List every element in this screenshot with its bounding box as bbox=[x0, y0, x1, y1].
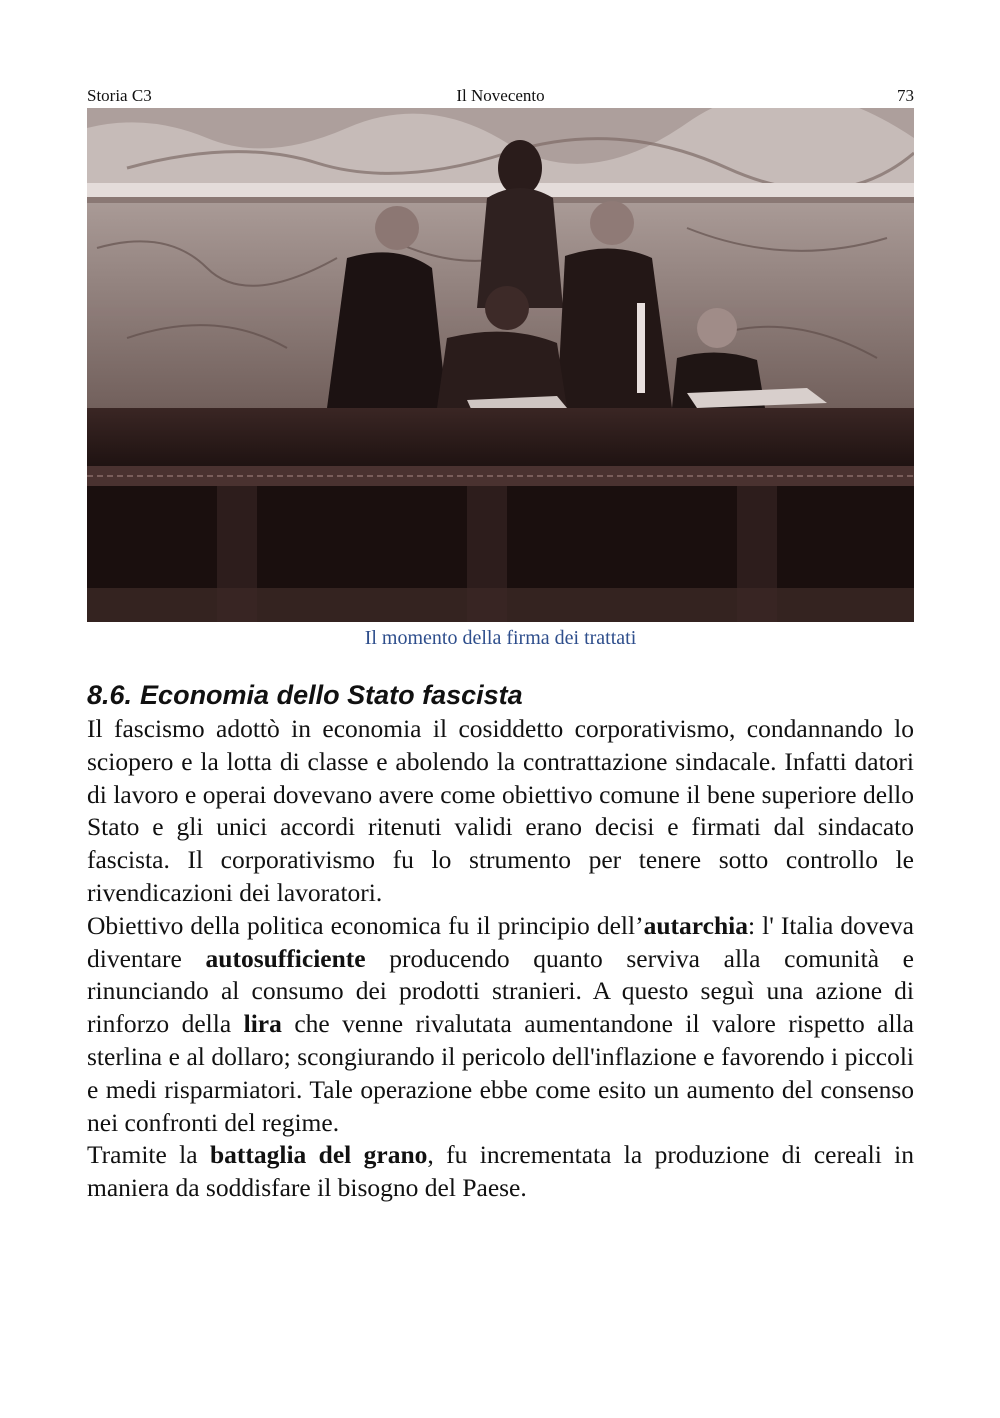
paragraph-corporativismo bbox=[87, 713, 914, 910]
page-header bbox=[87, 84, 914, 108]
header-chapter-title: Il Novecento bbox=[456, 86, 545, 105]
paragraph-battaglia-del-grano bbox=[87, 1139, 914, 1205]
figure-caption: Il momento della firma dei trattati bbox=[364, 627, 637, 649]
key-term-autarchia: autarchia bbox=[643, 910, 748, 940]
header-page-number: 73 bbox=[897, 86, 914, 105]
paragraph-text: Il fascismo adottò in economia il cosiddetto corporativismo, condannando lo sciopero e la lotta di classe e abolendo la contrattazione sindacale. Infatti datori di lavoro e operai dovevano avere come obiettivo comune il bene superiore dello Stato e gli unici accordi ritenuti validi erano decisi e firmati dal sindacato fascista. Il corporativismo fu lo strumento per tenere sotto controllo le rivendicazioni dei lavoratori. bbox=[87, 714, 914, 907]
section-title: Economia dello Stato fascista bbox=[140, 680, 523, 710]
paragraph-text: Tramite la bbox=[87, 1140, 210, 1170]
historical-photo bbox=[87, 108, 914, 622]
section-number: 8.6. bbox=[87, 680, 133, 710]
signing-photo-illustration bbox=[87, 108, 914, 622]
paragraph-text: : l' Italia doveva diventare bbox=[87, 910, 914, 973]
key-term-battaglia-del-grano: battaglia del grano bbox=[209, 1140, 428, 1170]
section-heading bbox=[87, 677, 914, 713]
paragraph-text: , fu incrementata la produzione di cereali in maniera da soddisfare il bisogno del Paese. bbox=[87, 1140, 915, 1203]
paragraph-autarchia bbox=[87, 910, 914, 1140]
paragraph-text: Obiettivo della politica economica fu il principio dell’ bbox=[87, 910, 644, 940]
paragraph-text: producendo quanto serviva alla comunità e rinunciando al consumo dei prodotti stranieri. A questo seguì una azione di rinforzo della bbox=[87, 943, 914, 1039]
key-term-lira: lira bbox=[243, 1009, 282, 1039]
paragraph-text: che venne rivalutata aumentandone il valore rispetto alla sterlina e al dollaro; scongiurando il pericolo dell'inflazione e favorendo i piccoli e medi risparmiatori. Tale operazione ebbe come esito un aumento del consenso nei confronti del regime. bbox=[87, 1009, 914, 1137]
header-book-title: Storia C3 bbox=[87, 86, 152, 105]
section-body bbox=[87, 713, 914, 1205]
key-term-autosufficiente: autosufficiente bbox=[205, 943, 366, 973]
